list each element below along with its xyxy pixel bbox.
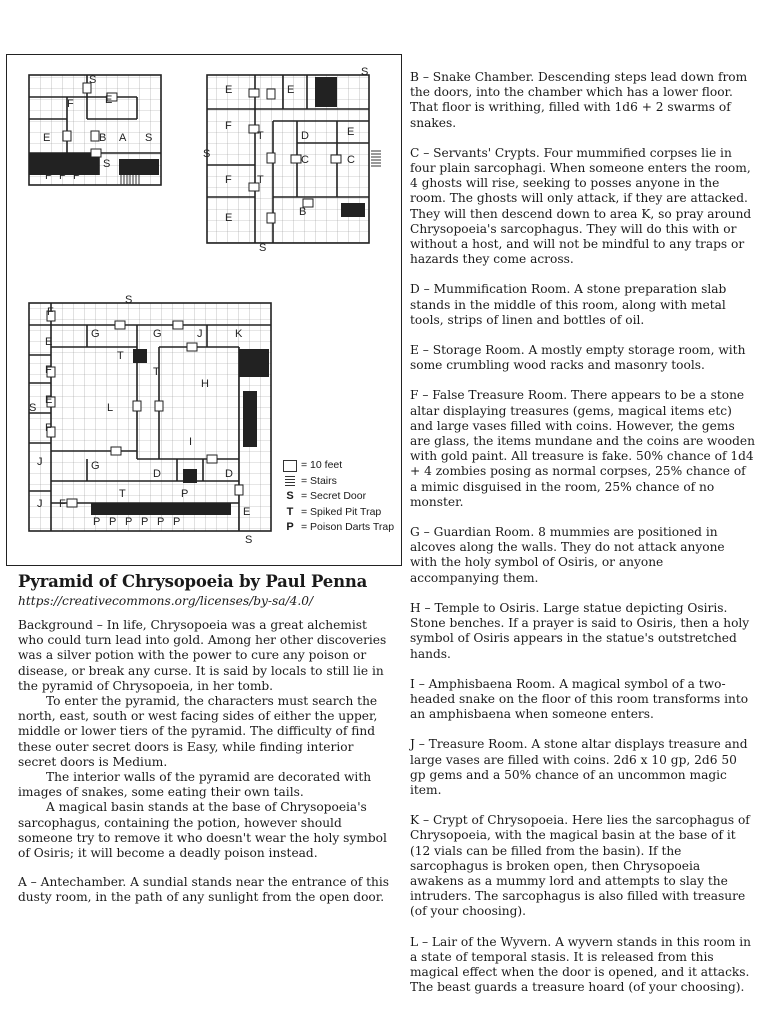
map-label: T [153, 366, 160, 378]
grid-square-icon [279, 460, 301, 472]
stairs-icon [279, 476, 301, 486]
room-d-description: D – Mummification Room. A stone preparation slab stands in the middle of this room, along with metal tools, strips of linen and bottles of oil. [410, 282, 727, 327]
map-label: K [235, 328, 243, 340]
legend-item [279, 520, 394, 536]
room-k-description: K – Crypt of Chrysopoeia. Here lies the sarcophagus of Chrysopoeia, with the magical basin at the base of it (12 vials can be filled from the basin). If the sarcophagus is broken open, then Chrysopoeia awakens as a mummy lord and attempts to slay the intruders. The sarcophagus is also filled with treasure (of your choosing). [410, 813, 750, 919]
legend-label: = Stairs [301, 474, 337, 487]
map-legend [279, 458, 394, 536]
map-label: E [225, 84, 233, 96]
map-label: E [287, 84, 295, 96]
map-label: I [189, 436, 193, 448]
map-label: J [37, 498, 43, 510]
map-label: F [47, 306, 54, 318]
legend-label: = Spiked Pit Trap [301, 505, 382, 518]
map-label: S [259, 242, 267, 254]
room-c-description: C – Servants' Crypts. Four mummified corpses lie in four plain sarcophagi. When someone enters the room, 4 ghosts will rise, seeking to posses anyone in the room. The ghosts will only attack, if they are attacked. They will then descend down to area K, so pray around Chrysopoeia's sarcophagus. They will do this with or without a host, and will not be mindful to any traps or hazards they come across. [410, 145, 752, 267]
map-label: G [91, 460, 100, 472]
map-label: G [91, 328, 100, 340]
room-b-description: B – Snake Chamber. Descending steps lead down from the doors, into the chamber which has a lower floor. That floor is writhing, filled with 1d6 + 2 swarms of snakes. [410, 70, 748, 130]
legend-item [279, 458, 394, 474]
map-label: F [45, 422, 52, 434]
map-label: J [197, 328, 203, 340]
map-label: T [257, 174, 264, 186]
legend-label: = Poison Darts Trap [301, 521, 395, 533]
map-label: G [153, 328, 162, 340]
right-column [410, 70, 755, 1010]
map-label: P [141, 516, 149, 528]
map-label: P [73, 170, 81, 182]
map-label: S [245, 534, 253, 546]
map-label: T [257, 130, 264, 142]
map-label: B [99, 132, 107, 144]
room-h-description: H – Temple to Osiris. Large statue depicting Osiris. Stone benches. If a prayer is said to Osiris, then a holy symbol of Osiris appears in the statue's outstretched hands. [410, 600, 750, 661]
map-label: H [201, 378, 209, 390]
basin-paragraph: A magical basin stands at the base of Chrysopoeia's sarcophagus, containing the potion, however should someone try to remove it who doesn't wear the holy symbol of Osiris; it will become a deadly poison instead. [18, 800, 387, 861]
map-label: D [301, 130, 309, 142]
map-label: L [107, 402, 114, 414]
map-label: S [125, 294, 133, 306]
room-f-description: F – False Treasure Room. There appears to be a stone altar displaying treasures (gems, magical items etc) and large vases filled with coins. However, the gems are glass, the items mundane and the coins are wooden with gold paint. All treasure is fake. 50% chance of 1d4 + 4 zombies posing as normal corpses, 25% chance of a mimic disguised in the room, 25% chance of no monster. [410, 388, 755, 509]
map-label: B [299, 206, 307, 218]
poison-dart-icon: P [286, 521, 294, 533]
room-l-description: L – Lair of the Wyvern. A wyvern stands in this room in a state of temporal stasis. It is released from this magical effect when the door is opened, and it attacks. The beast guards a treasure hoard (of your choosing). [410, 934, 752, 995]
map-label: T [117, 350, 124, 362]
legend-label: = Secret Door [301, 490, 367, 502]
map-label: A [119, 132, 127, 144]
map-label: S [361, 66, 369, 78]
document-title: Pyramid of Chrysopoeia by Paul Penna [18, 572, 368, 591]
room-g-description: G – Guardian Room. 8 mummies are positioned in alcoves along the walls. They do not attack anyone with the holy symbol of Osiris, or anyone accompanying them. [410, 525, 725, 585]
secret-door-icon: S [286, 490, 294, 502]
room-j-description: J – Treasure Room. A stone altar displays treasure and large vases are filled with coins. 2d6 x 10 gp, 2d6 50 gp gems and a 50% chance of an uncommon magic item. [410, 737, 748, 797]
map-label: P [125, 516, 133, 528]
map-label: S [103, 158, 111, 170]
map-label: P [109, 516, 117, 528]
map-label: P [45, 170, 53, 182]
legend-item [279, 489, 394, 505]
map-label: E [43, 132, 51, 144]
map-label: T [119, 488, 126, 500]
room-e-description: E – Storage Room. A mostly empty storage room, with some crumbling wood racks and masonry tools. [410, 343, 746, 373]
map-label: E [105, 94, 113, 106]
map-label: D [225, 468, 233, 480]
legend-item [279, 474, 394, 490]
map-label: S [145, 132, 153, 144]
map-label: J [37, 456, 43, 468]
legend-label: = 10 feet [301, 459, 343, 471]
dungeon-map [6, 54, 402, 566]
left-column [18, 572, 390, 906]
background-paragraph: Background – In life, Chrysopoeia was a great alchemist who could turn lead into gold. Among her other discoveries was a silver potion with the power to cure any poison or disease, or break any curse. It is said by locals to still lie in the pyramid of Chrysopoeia, in her tomb. [18, 618, 387, 693]
map-label: E [45, 336, 53, 348]
map-label: P [157, 516, 165, 528]
walls-paragraph: The interior walls of the pyramid are decorated with images of snakes, some eating their own tails. [18, 770, 372, 800]
map-label: F [225, 174, 232, 186]
map-label: E [347, 126, 355, 138]
room-a-description: A – Antechamber. A sundial stands near the entrance of this dusty room, in the path of any sunlight from the open door. [18, 875, 390, 905]
map-label: P [181, 488, 189, 500]
license-link[interactable]: https://creativecommons.org/licenses/by-sa/4.0/ [18, 594, 314, 608]
map-label: S [29, 402, 37, 414]
map-label: F [225, 120, 232, 132]
map-label: E [225, 212, 233, 224]
entry-paragraph: To enter the pyramid, the characters must search the north, east, south or west facing sides of either the upper, middle or lower tiers of the pyramid. The difficulty of find these outer secret doors is Easy, while finding interior secret doors is Medium. [18, 694, 378, 769]
map-label: P [173, 516, 181, 528]
map-label: P [93, 516, 101, 528]
upper-tier-map [29, 75, 161, 185]
spiked-pit-icon: T [286, 505, 294, 518]
room-i-description: I – Amphisbaena Room. A magical symbol of a two-headed snake on the floor of this room transforms into an amphisbaena when someone enters. [410, 676, 749, 722]
map-label: F [59, 498, 66, 510]
map-label: C [347, 154, 355, 166]
map-label: C [301, 154, 309, 166]
map-label: P [59, 170, 67, 182]
map-label: F [67, 98, 74, 110]
map-label: D [153, 468, 161, 480]
map-label: E [45, 394, 53, 406]
legend-item [279, 505, 394, 521]
map-label: F [45, 364, 52, 376]
map-label: S [203, 148, 211, 160]
map-label: S [89, 74, 97, 86]
map-label: E [243, 506, 251, 518]
